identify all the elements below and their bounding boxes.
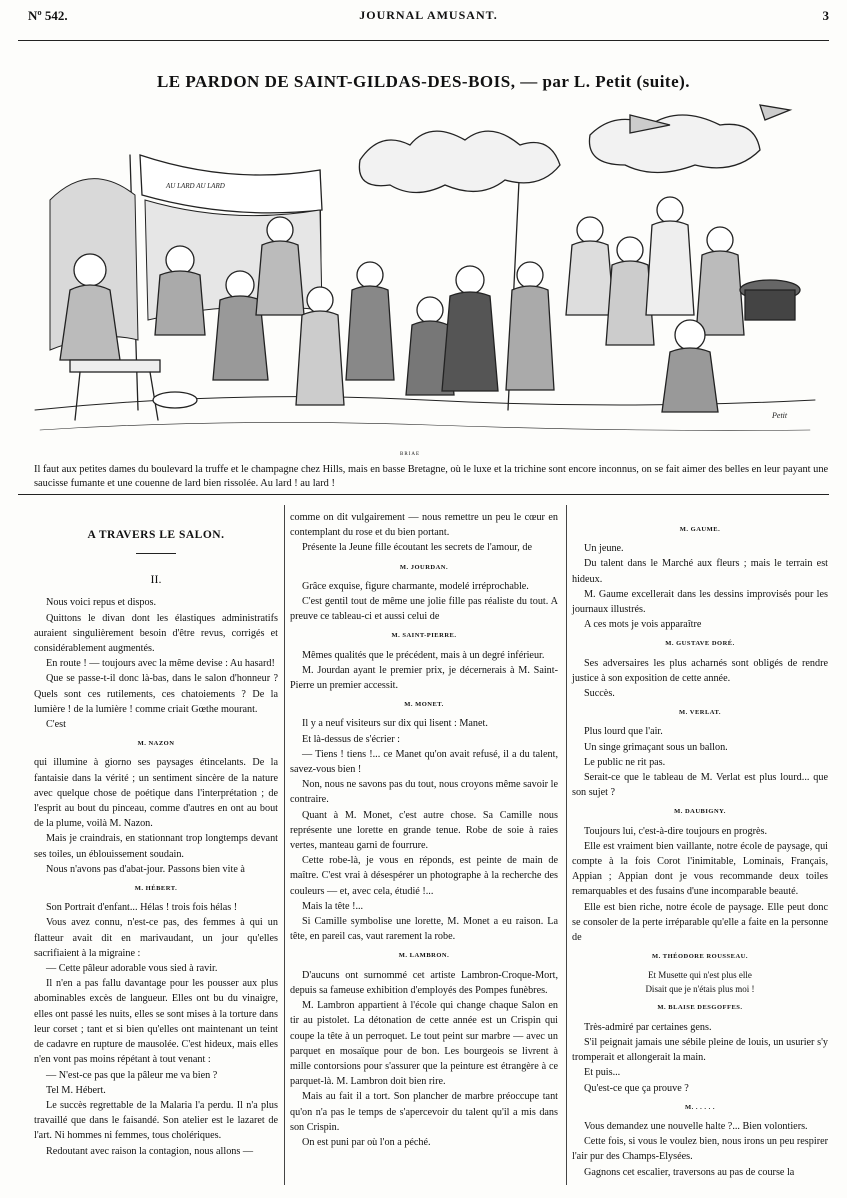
paragraph: Succès. (584, 688, 615, 700)
paragraph: Si Camille symbolise une lorette, M. Monet a eu raison. La tête, en pareil cas, vaut rarement la robe. (290, 916, 558, 943)
paragraph: Très-admiré par certaines gens. (584, 1021, 712, 1033)
header-rule (18, 40, 829, 41)
artist-heading: M. NAZON (137, 740, 175, 748)
paragraph: Cette robe-là, je vous en réponds, est peinte de main de maître. C'est vrai à désespérer un photographe à la recherche des couleurs — et, avec cela, étudié !... (290, 855, 558, 897)
column-divider-2 (566, 505, 567, 1185)
artist-heading: M. BLAISE DESGOFFES. (657, 1004, 743, 1012)
paragraph: S'il peignait jamais une sébile pleine de louis, un usurier s'y tromperait et allongerait la main. (572, 1036, 828, 1064)
artist-heading: M. VERLAT. (678, 709, 722, 717)
artist-heading: M. THÉODORE ROUSSEAU. (652, 953, 748, 961)
paragraph: Son Portrait d'enfant... Hélas ! trois fois hélas ! (46, 902, 238, 914)
paragraph: Mais je craindrais, en stationnant trop longtemps devant ses toiles, un éblouissement soudain. (34, 833, 278, 860)
paragraph: Mais au fait il a tort. Son plancher de marbre préoccupe tant qu'on n'a pas le temps de s'apercevoir du talent qu'il a mis dans son Crispin. (290, 1091, 558, 1133)
paragraph: Elle est vraiment bien vaillante, notre école de paysage, qui compte à la fois Corot l'inimitable, Lominais, Français, Appian ; Appian dont je vous recommande deux toiles remarquables et des fusains d'une incomparable beauté. (572, 840, 828, 898)
paragraph: Serait-ce que le tableau de M. Verlat est plus lourd... que son sujet ? (572, 772, 828, 799)
artist-heading: M. GAUME. (679, 526, 721, 533)
section-heading: A TRAVERS LE SALON. (87, 529, 225, 541)
journal-name: JOURNAL AMUSANT. (359, 8, 498, 22)
paragraph: Plus lourd que l'air. (584, 726, 663, 738)
column-3 (572, 518, 828, 1180)
artist-heading: M. GUSTAVE DORÉ. (665, 640, 735, 648)
artist-signature: Petit (772, 411, 788, 420)
paragraph: — N'est-ce pas que la pâleur me va bien ? (46, 1069, 218, 1081)
paragraph: Gagnons cet escalier, traversons au pas de course la (584, 1166, 795, 1178)
paragraph: Présente la Jeune fille écoutant les secrets de l'amour, de (302, 542, 532, 554)
paragraph: C'est (46, 719, 66, 731)
paragraph: Et puis... (584, 1067, 621, 1079)
artist-heading: M. MONET. (404, 701, 444, 709)
issue-number: Nº 542. (28, 8, 68, 23)
paragraph: Toujours lui, c'est-à-dire toujours en progrès. (584, 825, 768, 837)
separator (136, 553, 176, 554)
artist-heading: M. JOURDAN. (399, 563, 449, 571)
paragraph: — Tiens ! tiens !... ce Manet qu'on avait refusé, il a du talent, savez-vous bien ! (290, 748, 558, 776)
paragraph: C'est gentil tout de même une jolie fille pas réaliste du tout. A preuve ce tableau-ci et aussi celui de (290, 596, 558, 623)
paragraph: Quittons le divan dont les élastiques administratifs auraient singulièrement besoin d'être revus, corrigés et considérablement augmentés. (34, 612, 278, 655)
paragraph: Vous avez connu, n'est-ce pas, des femmes à qui un flatteur avait dit en marivaudant, un jour qu'elles sacrifiaient à la migraine : (34, 917, 278, 959)
paragraph: M. Lambron appartient à l'école qui change chaque Salon en tir au pistolet. La détonation de cette année est un Crispin qui coupe la tête à un perroquet. Le tout peint sur marbre — avec un parquet en mosaïque pour de bon. Les bourgeois se livrent à mille contorsions pour s'assurer que la peinture est étrangère à ce parquet-là. M. Lambron doit bien rire. (290, 1000, 558, 1088)
paragraph: comme on dit vulgairement — nous remettre un peu le cœur en contemplant du rose et du bien portant. (290, 512, 558, 539)
paragraph: M. Gaume excellerait dans les dessins improvisés pour les journaux illustrés. (572, 588, 828, 616)
section-numeral: II. (150, 572, 162, 587)
artist-heading: M. . . . . . (684, 1103, 715, 1111)
artist-heading: M. SAINT-PIERRE. (391, 632, 457, 640)
paragraph: Du talent dans le Marché aux fleurs ; mais le terrain est hideux. (572, 558, 828, 585)
paragraph: On est puni par où l'on a péché. (302, 1136, 431, 1148)
artist-heading: M. DAUBIGNY. (674, 808, 726, 816)
paragraph: Elle est bien riche, notre école de paysage. Elle peut donc se consoler de la perte irréparable qu'elle a faite en la personne de (572, 901, 828, 944)
engraver-mark: BRIAE (400, 452, 420, 457)
paragraph: Redoutant avec raison la contagion, nous allons — (46, 1145, 254, 1157)
verse-line: Disait que je n'étais plus moi ! (645, 984, 755, 995)
paragraph: Nous n'avons pas d'abat-jour. Passons bien vite à (46, 863, 245, 875)
page-header (28, 8, 829, 24)
banner-text: AU LARD AU LARD (166, 182, 225, 190)
paragraph: D'aucuns ont surnommé cet artiste Lambron-Croque-Mort, depuis sa fameuse exhibition d'employés des Pompes funèbres. (290, 969, 558, 996)
fair-illustration (30, 100, 820, 452)
column-1 (34, 518, 278, 1159)
paragraph: Ses adversaires les plus acharnés sont obligés de rendre justice à son exposition de cette année. (572, 657, 828, 684)
illustration-caption: Il faut aux petites dames du boulevard la truffe et le champagne chez Hills, mais en basse Bretagne, où le luxe et la trichine sont encore inconnus, on se fait aimer des belles en leur payant une saucisse fumante et une couenne de lard bien rissolée. Au lard ! au lard ! (34, 464, 829, 489)
paragraph: Non, nous ne savons pas du tout, nous croyons même savoir le contraire. (290, 779, 558, 806)
paragraph: Vous demandez une nouvelle halte ?... Bien volontiers. (584, 1120, 808, 1132)
caption-rule (18, 494, 829, 495)
page-number: 3 (822, 8, 829, 23)
paragraph: Il n'en a pas fallu davantage pour les pousser aux plus abominables excès de langueur. Elles ont bu du vinaigre, elles ont passé les nuits, elles se sont mises à la torture dans leur corset ; tant et si bien qu'elles ont maintenant un teint de cadavre en rupture de mausolée. C'est hideux, mais elles n'en vont pas moins répétant à tout venant : (34, 978, 278, 1066)
paragraph: Un singe grimaçant sous un ballon. (584, 741, 728, 753)
article-title: LE PARDON DE SAINT-GILDAS-DES-BOIS, — par L. Petit (suite). (156, 72, 691, 91)
paragraph: Que se passe-t-il donc là-bas, dans le salon d'honneur ? Quels sont ces rutilements, ces chatoiements ? De la lumière ! de la lumière ! comme criait Gœthe mourant. (34, 673, 278, 715)
paragraph: Tel M. Hébert. (46, 1084, 106, 1096)
paragraph: Quant à M. Monet, c'est autre chose. Sa Camille nous représente une lorette en grande tenue. Robe de soie à raies vertes, manteau garni de fourrure. (290, 809, 558, 852)
paragraph: Nous voici repus et dispos. (46, 597, 157, 609)
verse-line: Et Musette qui n'est plus elle (648, 970, 752, 981)
column-2 (290, 510, 558, 1150)
paragraph: A ces mots je vois apparaître (584, 619, 702, 631)
column-divider-1 (284, 505, 285, 1185)
artist-heading: M. LAMBRON. (398, 952, 450, 960)
paragraph: Le succès regrettable de la Malaria l'a perdu. Il n'a plus travaillé que dans le faisandé. Son atelier est le lazaret de l'art. Ni hommes ni femmes, tous cholériques. (34, 1099, 278, 1142)
paragraph: Grâce exquise, figure charmante, modelé irréprochable. (302, 580, 529, 592)
artist-heading: M. HÉBERT. (134, 885, 178, 893)
paragraph: En route ! — toujours avec la même devise : Au hasard! (46, 658, 275, 670)
paragraph: — Cette pâleur adorable vous sied à ravir. (46, 963, 218, 975)
paragraph: Cette fois, si vous le voulez bien, nous irons un peu respirer l'air pur des Champs-Elysées. (572, 1136, 828, 1163)
paragraph: Et là-dessus de s'écrier : (302, 733, 401, 745)
paragraph: Mêmes qualités que le précédent, mais à un degré inférieur. (302, 649, 545, 661)
paragraph: Qu'est-ce que ça prouve ? (584, 1082, 689, 1094)
paragraph: Il y a neuf visiteurs sur dix qui lisent : Manet. (302, 718, 488, 730)
paragraph: Un jeune. (584, 543, 624, 555)
paragraph: Mais la tête !... (302, 900, 364, 912)
paragraph: M. Jourdan ayant le premier prix, je décernerais à M. Saint-Pierre un premier accessit. (290, 664, 558, 692)
paragraph: Le public ne rit pas. (584, 756, 666, 768)
paragraph: qui illumine à giorno ses paysages étincelants. De la fantaisie dans la vérité ; un sentiment sincère de la nature avec quelque chose de poétique dans l'interprétation ; de l'esprit au bout du pinceau, comme d'autres en ont au bout de la plume, voilà M. Nazon. (34, 757, 278, 830)
